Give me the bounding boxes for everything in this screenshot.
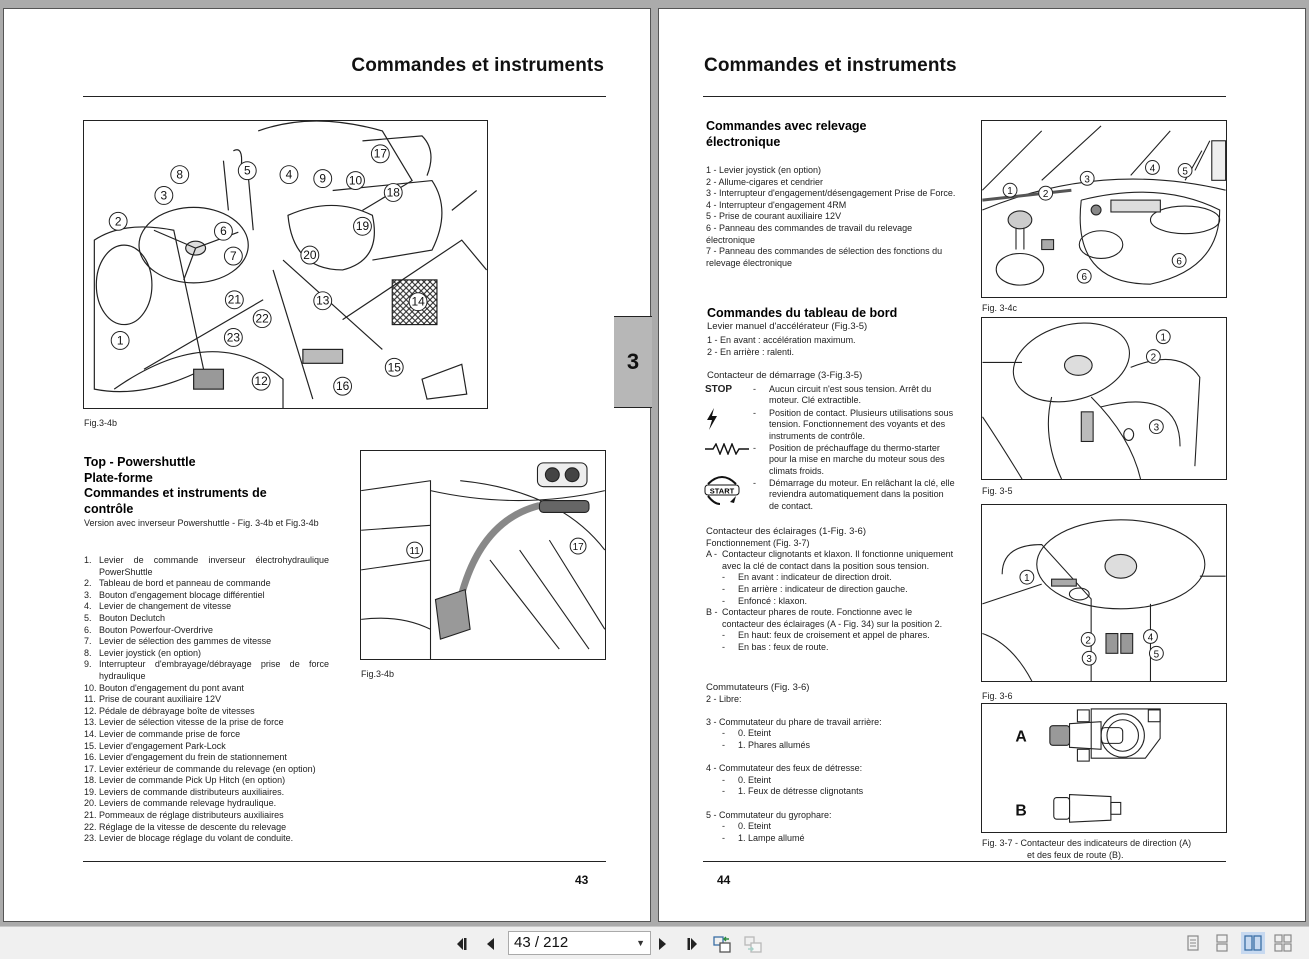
- view-facing-button[interactable]: [1241, 932, 1265, 954]
- svg-text:1: 1: [116, 333, 124, 348]
- list-item: - 1. Feux de détresse clignotants: [722, 786, 864, 797]
- list-item: 16. Levier d'engagement du frein de stationnement: [84, 752, 287, 763]
- svg-text:4: 4: [1147, 632, 1154, 644]
- view-continuous-facing-button[interactable]: [1271, 932, 1295, 954]
- list-item: 15. Levier d'engagement Park-Lock: [84, 740, 226, 751]
- list-item: 2 - Allume-cigares et cendrier: [706, 176, 824, 187]
- page-number: 44: [717, 873, 731, 887]
- svg-text:1: 1: [1024, 573, 1030, 585]
- svg-text:1: 1: [1007, 186, 1013, 198]
- section-heading: Top - Powershuttle Plate-forme Commandes et instruments de contrôle: [84, 455, 267, 516]
- single-page-icon: [1185, 934, 1201, 952]
- figure-caption: Fig. 3-4c: [982, 303, 1018, 313]
- svg-text:3: 3: [1084, 174, 1090, 186]
- list-item: 6. Bouton Powerfour-Overdrive: [84, 624, 214, 635]
- list-item: 22. Réglage de la vitesse de descente du relevage: [84, 821, 287, 832]
- chevron-down-icon[interactable]: ▼: [636, 938, 645, 948]
- svg-text:6: 6: [1081, 272, 1087, 284]
- list-item: 5 - Prise de courant auxiliaire 12V: [706, 211, 842, 222]
- continuous-facing-icon: [1273, 934, 1293, 952]
- svg-text:10: 10: [348, 173, 363, 188]
- list-item: 8. Levier joystick (en option): [84, 647, 202, 658]
- page-header-title: Commandes et instruments: [351, 55, 604, 76]
- svg-text:11: 11: [409, 546, 420, 558]
- footer-rule: [703, 861, 1226, 862]
- controls-list: [84, 555, 329, 845]
- go-forward-view-button[interactable]: [742, 933, 764, 955]
- list-item: - 1. Lampe allumé: [722, 832, 805, 843]
- figure-3-4b-main: [83, 120, 488, 409]
- svg-text:16: 16: [335, 379, 350, 394]
- last-page-icon: [684, 936, 700, 952]
- stop-label: STOP: [705, 384, 733, 395]
- svg-text:8: 8: [176, 167, 184, 182]
- svg-text:14: 14: [411, 294, 425, 309]
- header-rule: [703, 96, 1226, 97]
- svg-text:2: 2: [1150, 352, 1157, 364]
- next-page-button[interactable]: [652, 933, 674, 955]
- list-item: 1 - Levier joystick (en option): [706, 165, 822, 175]
- list-item: 19. Leviers de commande distributeurs auxiliaires.: [84, 786, 285, 797]
- svg-text:3: 3: [1086, 654, 1092, 666]
- svg-text:6: 6: [220, 224, 227, 239]
- section-subtitle: Version avec inverseur Powershuttle - Fig. 3-4b et Fig.3-4b: [84, 518, 319, 528]
- previous-page-button[interactable]: [479, 933, 501, 955]
- svg-text:2: 2: [1042, 189, 1049, 201]
- svg-text:3: 3: [160, 188, 168, 203]
- list-item: - En avant : indicateur de direction droit.: [722, 572, 892, 583]
- svg-text:22: 22: [255, 311, 269, 326]
- starter-row-contact: - Position de contact. Plusieurs utilisations sous tension. Fonctionnement des voyants et des instruments de contrôle.: [705, 408, 955, 442]
- svg-text:20: 20: [303, 248, 317, 263]
- starter-row-start: START - Démarrage du moteur. En relâchant la clé, elle reviendra automatiquement dans la position de contact.: [705, 478, 955, 512]
- svg-text:2: 2: [114, 214, 122, 229]
- lightning-icon: [705, 408, 753, 442]
- svg-text:18: 18: [386, 185, 400, 200]
- list-item: - En bas : feux de route.: [722, 641, 829, 652]
- page-43: [3, 8, 651, 922]
- switches-section: Commutateurs (Fig. 3-6) 2 - Libre: 3 - Commutateur du phare de travail arrière: - 0. Eteint - 1. Phares allumés 4 - Commutateur des feux de détresse: - 0. Eteint - 1. Feux de détresse clignotants 5 - Commutateur du gyrophare: - 0. Eteint - 1. Lampe allumé: [706, 682, 956, 844]
- list-item: 20. Leviers de commande relevage hydraulique.: [84, 798, 277, 809]
- svg-text:17: 17: [572, 542, 584, 554]
- svg-text:17: 17: [373, 146, 387, 161]
- list-item: 12. Pédale de débrayage boîte de vitesses: [84, 705, 255, 716]
- list-item: 7. Levier de sélection des gammes de vitesse: [84, 636, 272, 647]
- list-item: 9. Interrupteur d'embrayage/débrayage prise de force hydraulique: [84, 659, 329, 681]
- first-page-icon: [454, 936, 470, 952]
- tractor-cab-illustration: [84, 121, 487, 408]
- lights-item-a: A - Contacteur clignotants et klaxon. Il fonctionne uniquement avec la clé de contact dans la position sous tension.: [706, 549, 954, 571]
- list-item: 4. Levier de changement de vitesse: [84, 601, 232, 612]
- svg-text:A: A: [1015, 728, 1027, 746]
- svg-text:3: 3: [1153, 422, 1160, 434]
- list-item: 7 - Panneau des commandes de sélection des fonctions du relevage électronique: [706, 246, 943, 268]
- section-heading-dashboard: Commandes du tableau de bord: [707, 306, 898, 320]
- svg-text:4: 4: [1149, 163, 1156, 175]
- footer-rule: [83, 861, 606, 862]
- list-item: 4 - Interrupteur d'engagement 4RM: [706, 199, 847, 210]
- console-illustration: [982, 121, 1226, 297]
- svg-text:15: 15: [387, 360, 401, 375]
- figure-3-6: [981, 504, 1227, 682]
- dashboard-switches-illustration: [982, 505, 1226, 681]
- figure-3-4b-lever: [360, 450, 606, 660]
- list-item: 11. Prise de courant auxiliaire 12V: [84, 694, 222, 705]
- figure-caption: Fig.3-4b: [84, 418, 118, 428]
- switch-title: 4 - Commutateur des feux de détresse:: [706, 763, 863, 774]
- svg-text:START: START: [709, 486, 735, 496]
- list-item: 3 - Interrupteur d'engagement/désengagement Prise de Force.: [706, 188, 956, 199]
- svg-text:5: 5: [243, 163, 251, 178]
- header-rule: [83, 96, 606, 97]
- svg-text:9: 9: [319, 171, 327, 186]
- page-number: 43: [575, 873, 589, 887]
- page-header-title: Commandes et instruments: [704, 55, 957, 76]
- start-rotate-icon: [705, 478, 753, 512]
- figure-caption: Fig. 3-5: [982, 486, 1013, 496]
- figure-caption: Fig. 3-7 - Contacteur des indicateurs de direction (A) et des feux de route (B).: [982, 838, 1192, 860]
- list-item: 23. Levier de blocage réglage du volant de conduite.: [84, 833, 294, 844]
- lights-section: Contacteur des éclairages (1-Fig. 3-6) Fonctionnement (Fig. 3-7) A - Contacteur clignotants et klaxon. Il fonctionne uniquement avec la clé de contact dans la position sous tension. - En avant : indicateur de direction droit. - En arrière : indicateur de direction gauche. - Enfoncé : klaxon. B - Contacteur phares de route. Fonctionne avec le contacteur des éclairages (A - Fig. 34) sur la position 2. - En haut: feux de croisement et appel de phares. - En bas : feux de route.: [706, 526, 956, 654]
- next-page-icon: [656, 936, 670, 952]
- svg-text:B: B: [1015, 802, 1027, 820]
- list-item: 5. Bouton Declutch: [84, 612, 166, 623]
- switch-title: 3 - Commutateur du phare de travail arrière:: [706, 716, 882, 727]
- list-item: 17. Levier extérieur de commande du relevage (en option): [84, 763, 316, 774]
- previous-page-icon: [483, 936, 497, 952]
- chapter-tab: 3: [614, 316, 652, 408]
- svg-text:19: 19: [355, 219, 370, 234]
- external-hitch-lever-illustration: [361, 451, 605, 659]
- list-item: - En haut: feux de croisement et appel de phares.: [722, 630, 930, 641]
- svg-text:13: 13: [316, 293, 330, 308]
- first-page-button[interactable]: [451, 933, 473, 955]
- svg-text:5: 5: [1182, 166, 1188, 178]
- switch-title: 5 - Commutateur du gyrophare:: [706, 809, 832, 820]
- stalk-switches-illustration: [982, 704, 1226, 832]
- starter-row-preheat: - Position de préchauffage du thermo-starter pour la mise en marche du moteur sous des climats froids.: [705, 443, 955, 477]
- electronic-hitch-list: [706, 165, 956, 269]
- continuous-page-icon: [1214, 934, 1230, 952]
- next-view-icon: [743, 934, 763, 954]
- section-heading-electronic-hitch: Commandes avec relevage électronique: [706, 119, 867, 149]
- callout-1: [111, 332, 129, 350]
- svg-text:1: 1: [1160, 332, 1167, 344]
- list-item: 13. Levier de sélection vitesse de la prise de force: [84, 717, 284, 728]
- starter-heading: Contacteur de démarrage (3-Fig.3-5): [707, 370, 863, 381]
- view-continuous-button[interactable]: [1210, 932, 1234, 954]
- last-page-button[interactable]: [681, 933, 703, 955]
- list-item: - 0. Eteint: [722, 728, 772, 739]
- throttle-subheading: Levier manuel d'accélérateur (Fig.3-5): [707, 321, 868, 332]
- list-item: - 0. Eteint: [722, 821, 772, 832]
- list-item: - 0. Eteint: [722, 774, 772, 785]
- list-item: 2. Tableau de bord et panneau de commande: [84, 578, 271, 589]
- viewer-toolbar: [0, 926, 1309, 959]
- figure-3-5: [981, 317, 1227, 480]
- list-item: - En arrière : indicateur de direction gauche.: [722, 583, 908, 594]
- list-item: 21. Pommeaux de réglage distributeurs auxiliaires: [84, 810, 284, 821]
- svg-text:12: 12: [254, 374, 268, 389]
- svg-text:21: 21: [227, 292, 241, 307]
- list-item: 14. Levier de commande prise de force: [84, 728, 241, 739]
- throttle-list: 1 - En avant : accélération maximum. 2 - En arrière : ralenti.: [707, 335, 856, 357]
- list-item: - Enfoncé : klaxon.: [722, 595, 808, 606]
- previous-view-icon: [712, 934, 732, 954]
- starter-row-stop: STOP - Aucun circuit n'est sous tension. Arrêt du moteur. Clé extractible.: [705, 384, 932, 406]
- go-back-view-button[interactable]: [711, 933, 733, 955]
- svg-text:7: 7: [230, 249, 237, 264]
- figure-3-4c: [981, 120, 1227, 298]
- lights-item-b: B - Contacteur phares de route. Fonctionne avec le contacteur des éclairages (A - Fig. 34) sur la position 2.: [706, 607, 943, 629]
- page-number-field[interactable]: 43 / 212 ▼: [508, 931, 651, 955]
- list-item: 1. Levier de commande inverseur électrohydraulique PowerShuttle: [84, 555, 329, 577]
- list-item: 18. Levier de commande Pick Up Hitch (en option): [84, 775, 286, 786]
- svg-text:5: 5: [1153, 649, 1160, 661]
- figure-caption: Fig. 3-6: [982, 691, 1013, 701]
- list-item: 3. Bouton d'engagement blocage différentiel: [84, 589, 265, 600]
- steering-column-illustration: [982, 318, 1226, 479]
- svg-text:6: 6: [1176, 256, 1182, 268]
- svg-text:2: 2: [1085, 635, 1091, 647]
- svg-text:4: 4: [285, 167, 293, 182]
- svg-text:23: 23: [226, 330, 240, 345]
- figure-caption: Fig.3-4b: [361, 669, 395, 679]
- view-single-page-button[interactable]: [1181, 932, 1205, 954]
- list-item: - 1. Phares allumés: [722, 739, 811, 750]
- list-item: 10. Bouton d'engagement du pont avant: [84, 682, 244, 693]
- figure-3-7: [981, 703, 1227, 833]
- facing-pages-icon: [1243, 934, 1263, 952]
- list-item: 6 - Panneau des commandes de travail du relevage électronique: [706, 222, 913, 245]
